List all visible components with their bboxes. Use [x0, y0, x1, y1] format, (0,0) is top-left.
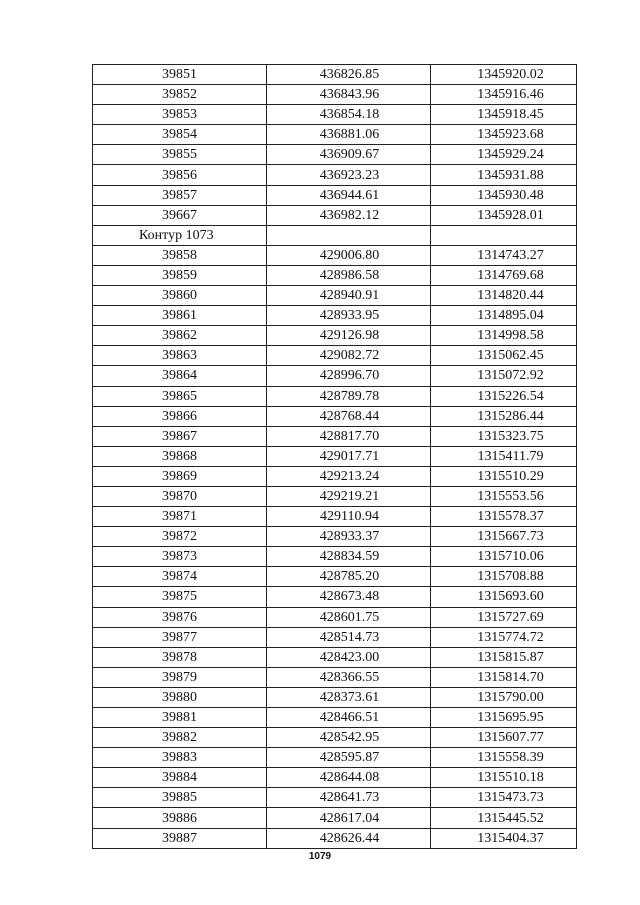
table-row: [93, 607, 577, 627]
table-row: [93, 728, 577, 748]
x-coordinate-cell: 429219.21: [267, 486, 431, 506]
point-id-cell: 39858: [93, 245, 267, 265]
x-coordinate-cell: 428373.61: [267, 687, 431, 707]
point-id-cell: 39875: [93, 587, 267, 607]
table-row: [93, 185, 577, 205]
point-id-cell: 39885: [93, 788, 267, 808]
point-id-cell: 39870: [93, 486, 267, 506]
point-id-cell: 39857: [93, 185, 267, 205]
y-coordinate-cell: 1315062.45: [431, 346, 577, 366]
table-row: [93, 245, 577, 265]
point-id-cell: 39872: [93, 527, 267, 547]
x-coordinate-cell: 428817.70: [267, 426, 431, 446]
point-id-cell: 39861: [93, 306, 267, 326]
x-coordinate-cell: 429017.71: [267, 446, 431, 466]
table-row: [93, 466, 577, 486]
point-id-cell: 39877: [93, 627, 267, 647]
point-id-cell: 39883: [93, 748, 267, 768]
x-coordinate-cell: 428940.91: [267, 286, 431, 306]
point-id-cell: 39873: [93, 547, 267, 567]
point-id-cell: 39859: [93, 265, 267, 285]
x-coordinate-cell: 436944.61: [267, 185, 431, 205]
point-id-cell: 39865: [93, 386, 267, 406]
y-coordinate-cell: 1345929.24: [431, 145, 577, 165]
y-coordinate-cell: 1315727.69: [431, 607, 577, 627]
x-coordinate-cell: 428768.44: [267, 406, 431, 426]
table-row: [93, 105, 577, 125]
table-row: [93, 265, 577, 285]
table-row: [93, 386, 577, 406]
y-coordinate-cell: 1314895.04: [431, 306, 577, 326]
x-coordinate-cell: 429126.98: [267, 326, 431, 346]
table-row: [93, 426, 577, 446]
y-coordinate-cell: 1315404.37: [431, 828, 577, 848]
y-coordinate-cell: 1314820.44: [431, 286, 577, 306]
y-coordinate-cell: 1315286.44: [431, 406, 577, 426]
point-id-cell: 39855: [93, 145, 267, 165]
point-id-cell: 39667: [93, 205, 267, 225]
empty-cell: [431, 225, 577, 245]
x-coordinate-cell: 428626.44: [267, 828, 431, 848]
point-id-cell: 39869: [93, 466, 267, 486]
point-id-cell: 39854: [93, 125, 267, 145]
point-id-cell: 39871: [93, 507, 267, 527]
table-row: [93, 627, 577, 647]
x-coordinate-cell: 428542.95: [267, 728, 431, 748]
table-row: [93, 366, 577, 386]
x-coordinate-cell: 428834.59: [267, 547, 431, 567]
table-row: [93, 788, 577, 808]
table-row: [93, 486, 577, 506]
table-row: [93, 125, 577, 145]
point-id-cell: 39868: [93, 446, 267, 466]
x-coordinate-cell: 428986.58: [267, 265, 431, 285]
point-id-cell: 39853: [93, 105, 267, 125]
y-coordinate-cell: 1345928.01: [431, 205, 577, 225]
table-row: [93, 306, 577, 326]
table-row: [93, 145, 577, 165]
x-coordinate-cell: 428595.87: [267, 748, 431, 768]
section-label: Контур 1073: [93, 225, 267, 245]
point-id-cell: 39884: [93, 768, 267, 788]
x-coordinate-cell: 428785.20: [267, 567, 431, 587]
table-row: [93, 768, 577, 788]
table-row: [93, 748, 577, 768]
table-row: [93, 808, 577, 828]
y-coordinate-cell: 1315578.37: [431, 507, 577, 527]
y-coordinate-cell: 1315667.73: [431, 527, 577, 547]
x-coordinate-cell: 428601.75: [267, 607, 431, 627]
point-id-cell: 39878: [93, 647, 267, 667]
table-row: [93, 647, 577, 667]
y-coordinate-cell: 1315558.39: [431, 748, 577, 768]
table-row: [93, 346, 577, 366]
x-coordinate-cell: 436843.96: [267, 85, 431, 105]
y-coordinate-cell: 1345923.68: [431, 125, 577, 145]
x-coordinate-cell: 428933.37: [267, 527, 431, 547]
y-coordinate-cell: 1315710.06: [431, 547, 577, 567]
page-number: 1079: [308, 851, 332, 862]
coordinates-table: [92, 64, 577, 849]
y-coordinate-cell: 1315473.73: [431, 788, 577, 808]
x-coordinate-cell: 428366.55: [267, 667, 431, 687]
x-coordinate-cell: 428673.48: [267, 587, 431, 607]
x-coordinate-cell: 436854.18: [267, 105, 431, 125]
y-coordinate-cell: 1314998.58: [431, 326, 577, 346]
table-row: [93, 567, 577, 587]
point-id-cell: 39860: [93, 286, 267, 306]
table-row: [93, 507, 577, 527]
point-id-cell: 39851: [93, 65, 267, 85]
y-coordinate-cell: 1315445.52: [431, 808, 577, 828]
point-id-cell: 39863: [93, 346, 267, 366]
table-row: [93, 446, 577, 466]
x-coordinate-cell: 428644.08: [267, 768, 431, 788]
y-coordinate-cell: 1315695.95: [431, 708, 577, 728]
y-coordinate-cell: 1315814.70: [431, 667, 577, 687]
y-coordinate-cell: 1315790.00: [431, 687, 577, 707]
table-row: [93, 205, 577, 225]
point-id-cell: 39867: [93, 426, 267, 446]
table-row: [93, 527, 577, 547]
x-coordinate-cell: 428466.51: [267, 708, 431, 728]
y-coordinate-cell: 1315510.18: [431, 768, 577, 788]
point-id-cell: 39876: [93, 607, 267, 627]
point-id-cell: 39881: [93, 708, 267, 728]
y-coordinate-cell: 1315411.79: [431, 446, 577, 466]
coordinates-table-body: [93, 65, 577, 849]
table-row: [93, 667, 577, 687]
y-coordinate-cell: 1345931.88: [431, 165, 577, 185]
x-coordinate-cell: 429213.24: [267, 466, 431, 486]
point-id-cell: 39886: [93, 808, 267, 828]
table-row: [93, 85, 577, 105]
point-id-cell: 39879: [93, 667, 267, 687]
table-row: [93, 587, 577, 607]
x-coordinate-cell: 429110.94: [267, 507, 431, 527]
x-coordinate-cell: 436826.85: [267, 65, 431, 85]
y-coordinate-cell: 1315553.56: [431, 486, 577, 506]
x-coordinate-cell: 428423.00: [267, 647, 431, 667]
point-id-cell: 39882: [93, 728, 267, 748]
y-coordinate-cell: 1315708.88: [431, 567, 577, 587]
y-coordinate-cell: 1345920.02: [431, 65, 577, 85]
point-id-cell: 39866: [93, 406, 267, 426]
x-coordinate-cell: 436881.06: [267, 125, 431, 145]
y-coordinate-cell: 1314743.27: [431, 245, 577, 265]
table-row: [93, 547, 577, 567]
y-coordinate-cell: 1315774.72: [431, 627, 577, 647]
y-coordinate-cell: 1345918.45: [431, 105, 577, 125]
point-id-cell: 39852: [93, 85, 267, 105]
table-row: [93, 708, 577, 728]
y-coordinate-cell: 1315815.87: [431, 647, 577, 667]
table-row: [93, 406, 577, 426]
x-coordinate-cell: 429082.72: [267, 346, 431, 366]
x-coordinate-cell: 436982.12: [267, 205, 431, 225]
point-id-cell: 39880: [93, 687, 267, 707]
y-coordinate-cell: 1315323.75: [431, 426, 577, 446]
point-id-cell: 39864: [93, 366, 267, 386]
y-coordinate-cell: 1315072.92: [431, 366, 577, 386]
coordinates-table-container: [92, 64, 576, 849]
x-coordinate-cell: 428996.70: [267, 366, 431, 386]
point-id-cell: 39856: [93, 165, 267, 185]
point-id-cell: 39862: [93, 326, 267, 346]
y-coordinate-cell: 1315510.29: [431, 466, 577, 486]
empty-cell: [267, 225, 431, 245]
y-coordinate-cell: 1315693.60: [431, 587, 577, 607]
table-row: [93, 65, 577, 85]
x-coordinate-cell: 429006.80: [267, 245, 431, 265]
table-row: [93, 286, 577, 306]
point-id-cell: 39887: [93, 828, 267, 848]
x-coordinate-cell: 436909.67: [267, 145, 431, 165]
table-row: [93, 326, 577, 346]
y-coordinate-cell: 1345930.48: [431, 185, 577, 205]
x-coordinate-cell: 428789.78: [267, 386, 431, 406]
y-coordinate-cell: 1315226.54: [431, 386, 577, 406]
table-row: [93, 828, 577, 848]
section-row: [93, 225, 577, 245]
x-coordinate-cell: 428641.73: [267, 788, 431, 808]
x-coordinate-cell: 436923.23: [267, 165, 431, 185]
x-coordinate-cell: 428933.95: [267, 306, 431, 326]
x-coordinate-cell: 428514.73: [267, 627, 431, 647]
point-id-cell: 39874: [93, 567, 267, 587]
x-coordinate-cell: 428617.04: [267, 808, 431, 828]
y-coordinate-cell: 1345916.46: [431, 85, 577, 105]
table-row: [93, 687, 577, 707]
y-coordinate-cell: 1314769.68: [431, 265, 577, 285]
table-row: [93, 165, 577, 185]
y-coordinate-cell: 1315607.77: [431, 728, 577, 748]
